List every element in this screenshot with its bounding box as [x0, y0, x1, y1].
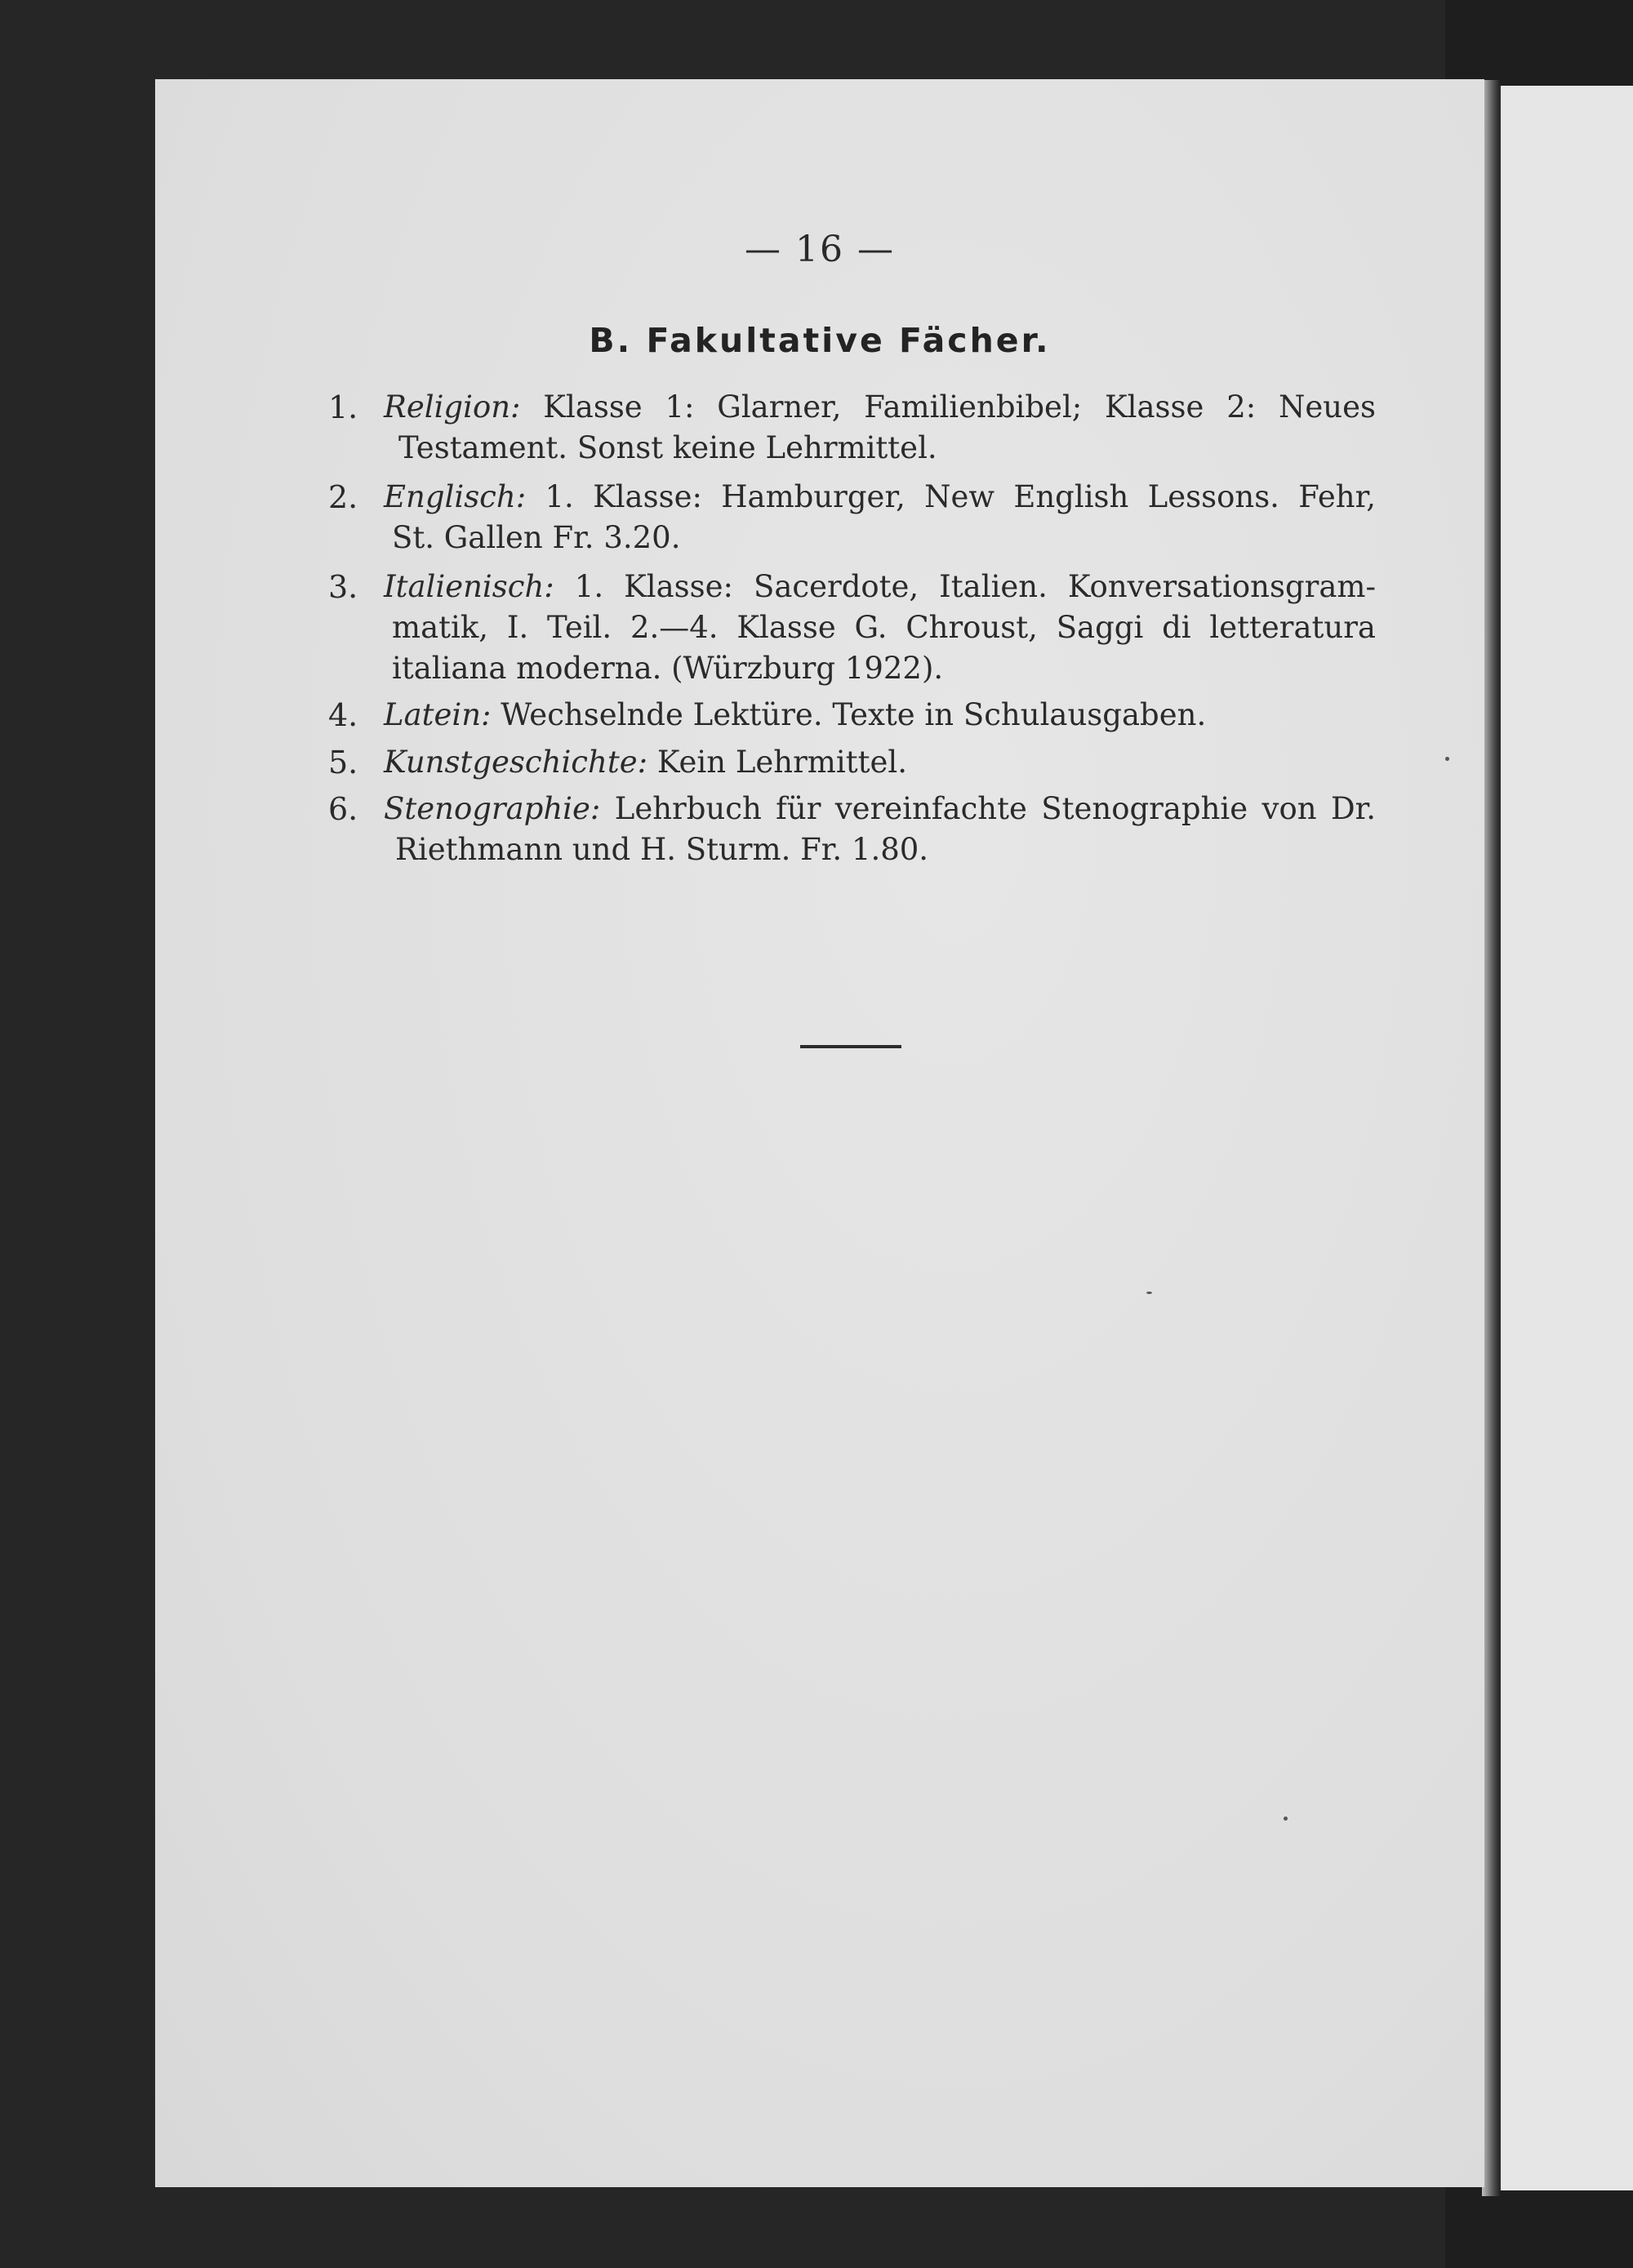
item-number: 4.: [328, 697, 358, 733]
item-text: 1. Klasse: Hamburger, New English Lessons. Fehr,: [526, 479, 1376, 514]
page-number: — 16 —: [745, 229, 895, 270]
item-line: [384, 791, 1376, 826]
item-line: Testament. Sonst keine Lehrmittel.: [398, 430, 937, 465]
scan-speck: [1146, 1292, 1152, 1294]
item-line: [384, 697, 1206, 732]
item-text: Klasse 1: Glarner, Familienbibel; Klasse 2: Neues: [520, 389, 1376, 425]
item-subject: Englisch:: [384, 479, 527, 514]
item-subject: Latein:: [384, 697, 492, 732]
next-page-edge: [1498, 86, 1633, 2190]
item-text: Lehrbuch für vereinfachte Stenographie von Dr.: [600, 791, 1376, 826]
item-number: 2.: [328, 479, 358, 515]
item-number: 6.: [328, 791, 358, 827]
item-text: 1. Klasse: Sacerdote, Italien. Konversationsgram-: [554, 569, 1376, 604]
scan-speck: [1445, 757, 1449, 761]
item-line: italiana moderna. (Würzburg 1922).: [392, 651, 944, 686]
item-number: 1.: [328, 389, 358, 425]
section-heading: B. Fakultative Fächer.: [589, 321, 1051, 360]
item-subject: Religion:: [384, 389, 521, 425]
item-line: [384, 745, 907, 780]
item-line: St. Gallen Fr. 3.20.: [392, 520, 681, 555]
item-subject: Stenographie:: [384, 791, 601, 826]
item-number: 3.: [328, 569, 358, 605]
item-subject: Italienisch:: [384, 569, 554, 604]
document-page: [155, 79, 1484, 2187]
end-rule-divider: [800, 1045, 901, 1048]
item-line: [384, 389, 1376, 425]
page-gutter: [1482, 80, 1500, 2196]
item-line: Riethmann und H. Sturm. Fr. 1.80.: [395, 832, 929, 867]
item-subject: Kunstgeschichte:: [384, 745, 648, 780]
item-line: matik, I. Teil. 2.—4. Klasse G. Chroust, Saggi di letteratura: [392, 610, 1376, 645]
item-text: Wechselnde Lektüre. Texte in Schulausgaben.: [491, 697, 1207, 732]
item-line: [384, 569, 1376, 604]
item-number: 5.: [328, 745, 358, 780]
item-text: Kein Lehrmittel.: [647, 745, 907, 780]
scan-speck: [1284, 1817, 1288, 1821]
item-line: [384, 479, 1376, 514]
